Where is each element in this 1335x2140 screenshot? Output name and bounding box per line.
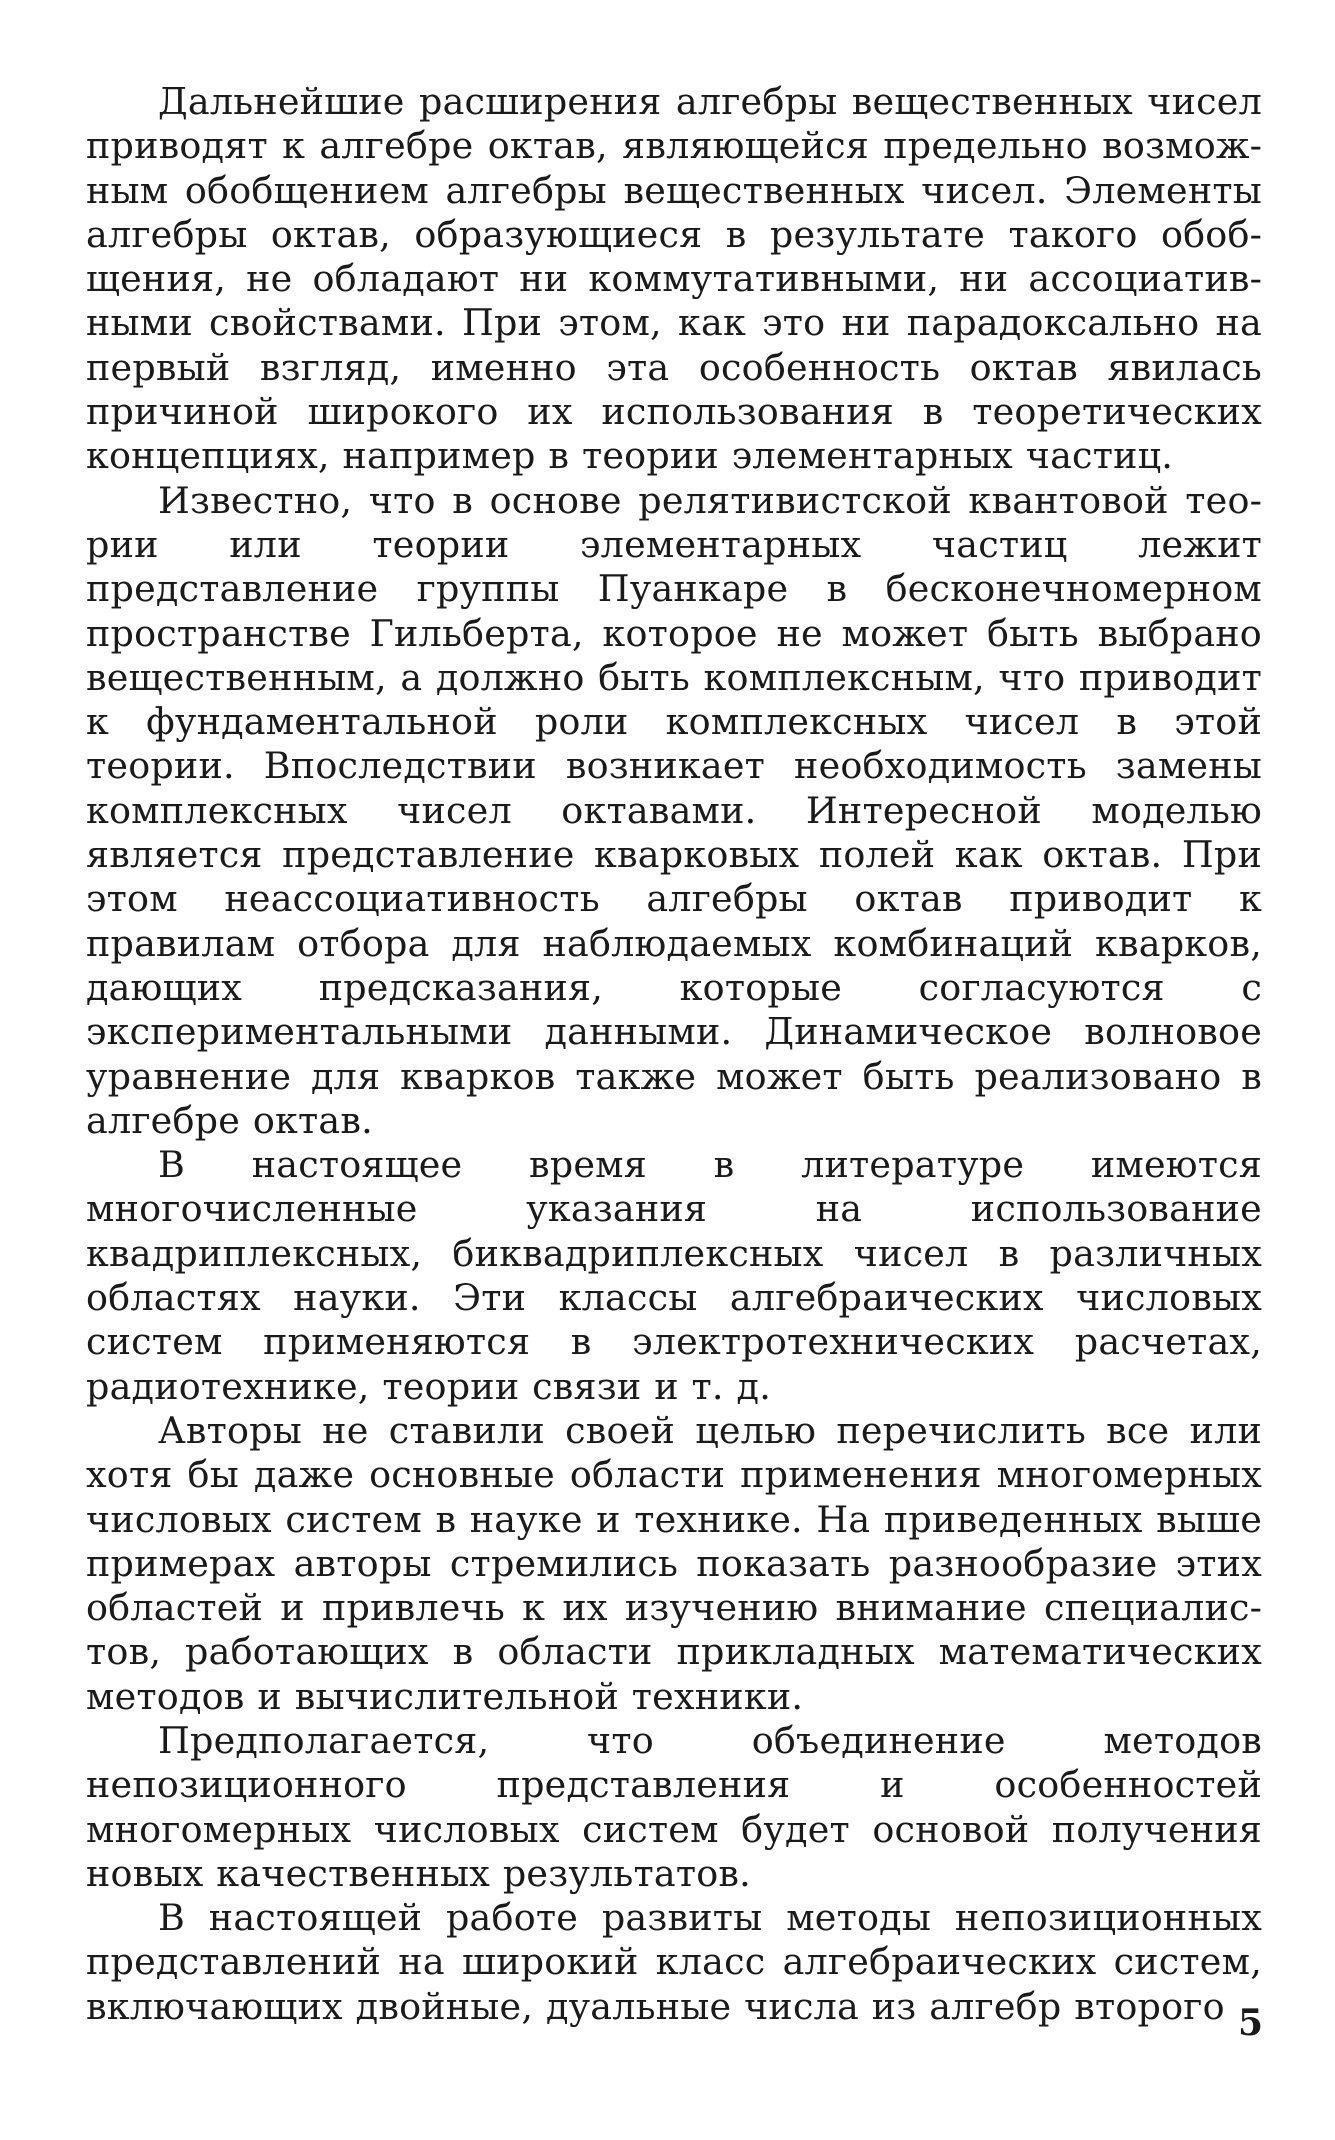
- paragraph: В настоящей работе развиты методы непозиционных представлений на широкий класс алгебраических систем, включающих двойные, дуальные числа из алгебр второго: [86, 1896, 1262, 2028]
- paragraph: Авторы не ставили своей целью перечислить все или хотя бы даже основные области применения многомерных числовых систем в науке и технике. На приведенных выше примерах авторы стремились показать разнообразие этих областей и привлечь к их изучению внимание специалистов, работающих в области прикладных математических методов и вычислительной техники.: [86, 1408, 1262, 1718]
- page-number: 5: [1237, 2002, 1263, 2044]
- body-text: [86, 80, 1262, 2029]
- paragraph: Предполагается, что объединение методов непозиционного представления и особенностей многомерных числовых систем будет основой получения новых качественных результатов.: [86, 1718, 1262, 1895]
- paragraph: В настоящее время в литературе имеются многочисленные указания на использование квадриплексных, биквадриплексных чисел в различных областях науки. Эти классы алгебраических числовых систем применяются в электротехнических расчетах, радиотехнике, теории связи и т. д.: [86, 1143, 1262, 1408]
- paragraph: Известно, что в основе релятивистской квантовой теории или теории элементарных частиц лежит представление группы Пуанкаре в бесконечномерном пространстве Гильберта, которое не может быть выбрано вещественным, а должно быть комплексным, что приводит к фундаментальной роли комплексных чисел в этой теории. Впоследствии возникает необходимость замены комплексных чисел октавами. Интересной моделью является представление кварковых полей как октав. При этом неассоциативность алгебры октав приводит к правилам отбора для наблюдаемых комбинаций кварков, дающих предсказания, которые согласуются с экспериментальными данными. Динамическое волновое уравнение для кварков также может быть реализовано в алгебре октав.: [86, 478, 1262, 1142]
- paragraph: Дальнейшие расширения алгебры вещественных чисел приводят к алгебре октав, являющейся предельно возможным обобщением алгебры вещественных чисел. Элементы алгебры октав, образующиеся в результате такого обобщения, не обладают ни коммутативными, ни ассоциативными свойствами. При этом, как это ни парадоксально на первый взгляд, именно эта особенность октав явилась причиной широкого их использования в теоретических концепциях, например в теории элементарных частиц.: [86, 80, 1262, 478]
